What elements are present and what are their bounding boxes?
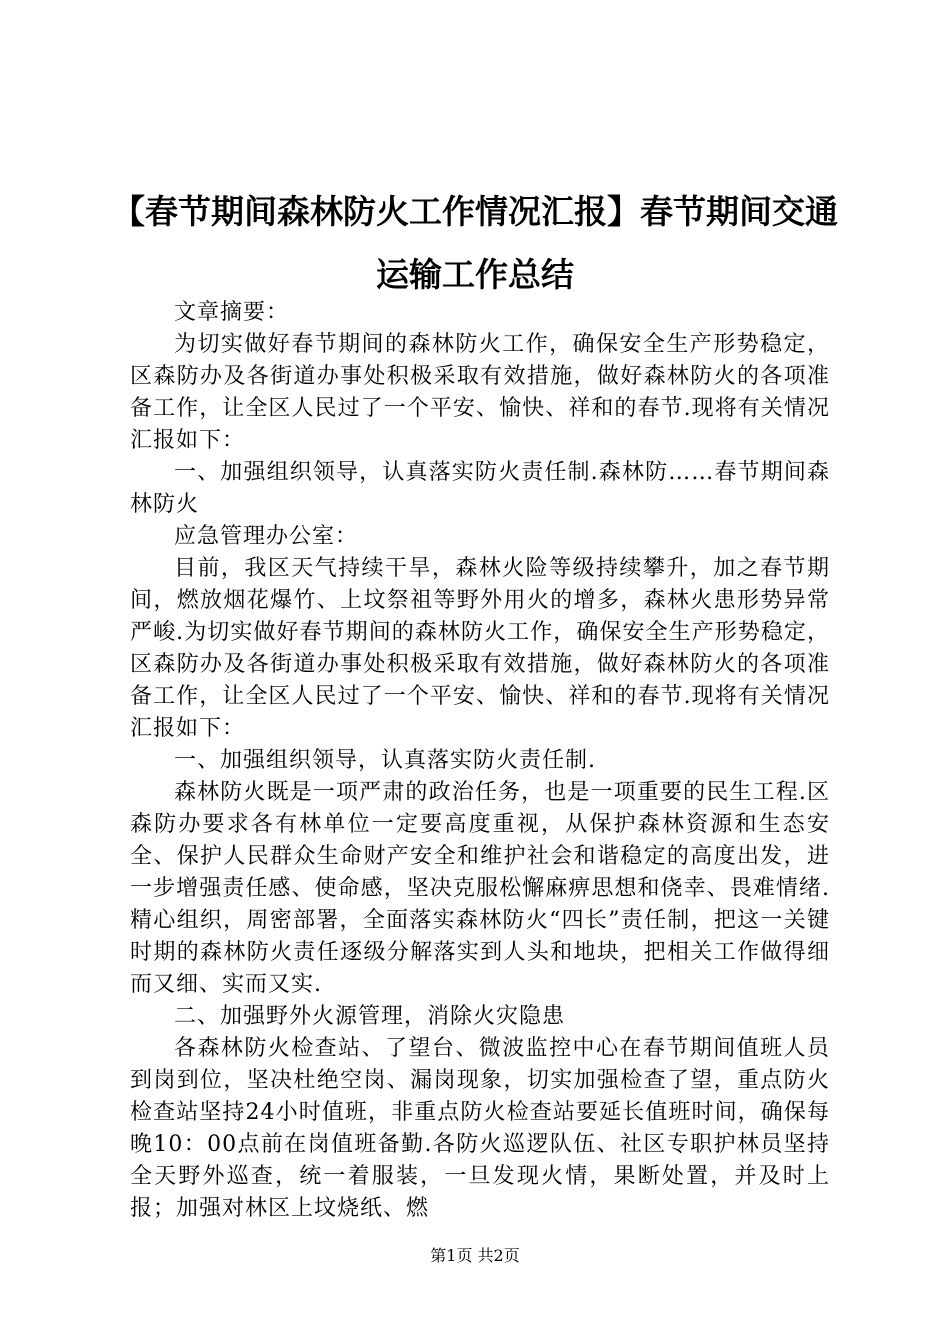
document-body: [130, 297, 830, 1225]
paragraph-section-2: 各森林防火检查站、了望台、微波监控中心在春节期间值班人员到岗到位，坚决杜绝空岗、漏岗现象，切实加强检查了望，重点防火检查站坚持24小时值班，非重点防火检查站要延长值班时间，确保每晚10：00点前在岗值班备勤.各防火巡逻队伍、社区专职护林员坚持全天野外巡查，统一着服装，一旦发现火情，果断处置，并及时上报；加强对林区上坟烧纸、燃: [130, 1036, 830, 1221]
section-heading-1: 一、加强组织领导，认真落实防火责任制.: [174, 748, 596, 773]
page-footer: 第1页 共2页: [430, 1246, 520, 1265]
paragraph-abstract-heading: 一、加强组织领导，认真落实防火责任制.森林防……春节期间森林防火: [130, 460, 830, 517]
paragraph-intro: 目前，我区天气持续干旱，森林火险等级持续攀升，加之春节期间，燃放烟花爆竹、上坟祭祖等野外用火的增多，森林火患形势异常严峻.为切实做好春节期间的森林防火工作，确保安全生产形势稳定，区森防办及各街道办事处积极采取有效措施，做好森林防火的各项准备工作，让全区人民过了一个平安、愉快、祥和的春节.现将有关情况汇报如下：: [130, 556, 830, 741]
paragraph-recipient: 应急管理办公室：: [174, 524, 359, 549]
paragraph-abstract: 为切实做好春节期间的森林防火工作，确保安全生产形势稳定，区森防办及各街道办事处积极采取有效措施，做好森林防火的各项准备工作，让全区人民过了一个平安、愉快、祥和的春节.现将有关情况汇报如下：: [130, 332, 830, 453]
section-heading-2: 二、加强野外火源管理，消除火灾隐患: [174, 1004, 566, 1029]
paragraph-abstract-label: 文章摘要：: [174, 300, 290, 325]
document-title: 【春节期间森林防火工作情况汇报】春节期间交通运输工作总结: [112, 192, 838, 294]
paragraph-section-1: 森林防火既是一项严肃的政治任务，也是一项重要的民生工程.区森防办要求各有林单位一定要高度重视，从保护森林资源和生态安全、保护人民群众生命财产安全和维护社会和谐稳定的高度出发，进一步增强责任感、使命感，坚决克服松懈麻痹思想和侥幸、畏难情绪.精心组织，周密部署，全面落实森林防火“四长”责任制，把这一关键时期的森林防火责任逐级分解落实到人头和地块，把相关工作做得细而又细、实而又实.: [130, 780, 830, 997]
